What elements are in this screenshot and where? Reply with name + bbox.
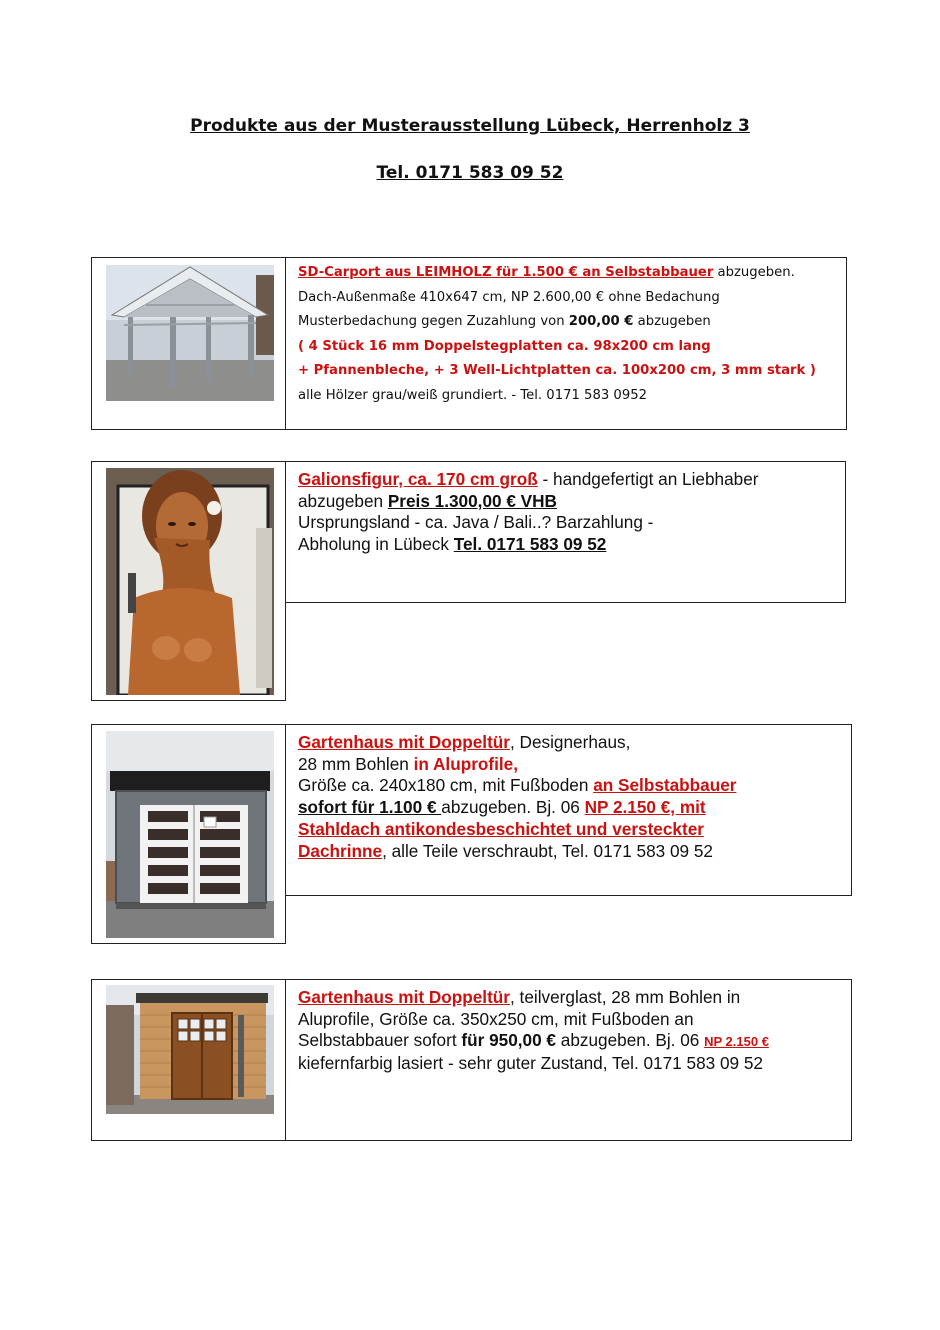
text-line: Dachrinne, alle Teile verschraubt, Tel. 0171 583 09 52: [298, 840, 713, 861]
figurehead-photo: [106, 468, 274, 695]
text-line: alle Hölzer grau/weiß grundiert. - Tel. 0171 583 0952: [298, 387, 647, 403]
text-line: SD-Carport aus LEIMHOLZ für 1.500 € an Selbstabbauer abzugeben.: [298, 265, 795, 280]
text-line: Abholung in Lübeck Tel. 0171 583 09 52: [298, 534, 607, 555]
text-line: Musterbedachung gegen Zuzahlung von 200,00 € abzugeben: [298, 314, 711, 329]
figurehead-description: [298, 469, 759, 556]
text-line: Gartenhaus mit Doppeltür, teilverglast, 28 mm Bohlen in: [298, 987, 741, 1007]
text-line: + Pfannenbleche, + 3 Well-Lichtplatten ca. 100x200 cm, 3 mm stark ): [298, 363, 816, 378]
gardenhouse-grey-photo: [106, 731, 274, 938]
text-line: Ursprungsland - ca. Java / Bali..? Barzahlung -: [298, 512, 654, 533]
text-line: Stahldach antikondesbeschichtet und versteckter: [298, 818, 704, 839]
carport-description: [298, 261, 816, 408]
page-title: Produkte aus der Musterausstellung Lübeck, Herrenholz 3: [190, 116, 750, 136]
column-divider: [285, 257, 286, 430]
text-line: Größe ca. 240x180 cm, mit Fußboden an Selbstabbauer: [298, 775, 737, 796]
gardenhouse-wood-description: [298, 987, 769, 1075]
page-phone: Tel. 0171 583 09 52: [376, 163, 564, 183]
text-line: kiefernfarbig lasiert - sehr guter Zustand, Tel. 0171 583 09 52: [298, 1053, 763, 1074]
gardenhouse-grey-description: [298, 732, 736, 862]
carport-photo: [106, 265, 274, 401]
text-line: Gartenhaus mit Doppeltür, Designerhaus,: [298, 732, 631, 752]
text-line: ( 4 Stück 16 mm Doppelstegplatten ca. 98x200 cm lang: [298, 338, 711, 354]
column-divider: [285, 979, 286, 1141]
text-line: Aluprofile, Größe ca. 350x250 cm, mit Fußboden an: [298, 1008, 694, 1029]
text-line: abzugeben Preis 1.300,00 € VHB: [298, 490, 557, 511]
text-line: Dach-Außenmaße 410x647 cm, NP 2.600,00 € ohne Bedachung: [298, 289, 720, 305]
text-line: sofort für 1.100 € abzugeben. Bj. 06 NP 2.150 €, mit: [298, 797, 706, 818]
text-line: Galionsfigur, ca. 170 cm groß - handgefertigt an Liebhaber: [298, 469, 759, 489]
text-line: 28 mm Bohlen in Aluprofile,: [298, 753, 519, 774]
text-line: Selbstabbauer sofort für 950,00 € abzugeben. Bj. 06 NP 2.150 €: [298, 1030, 769, 1051]
gardenhouse-wood-photo: [106, 985, 274, 1114]
